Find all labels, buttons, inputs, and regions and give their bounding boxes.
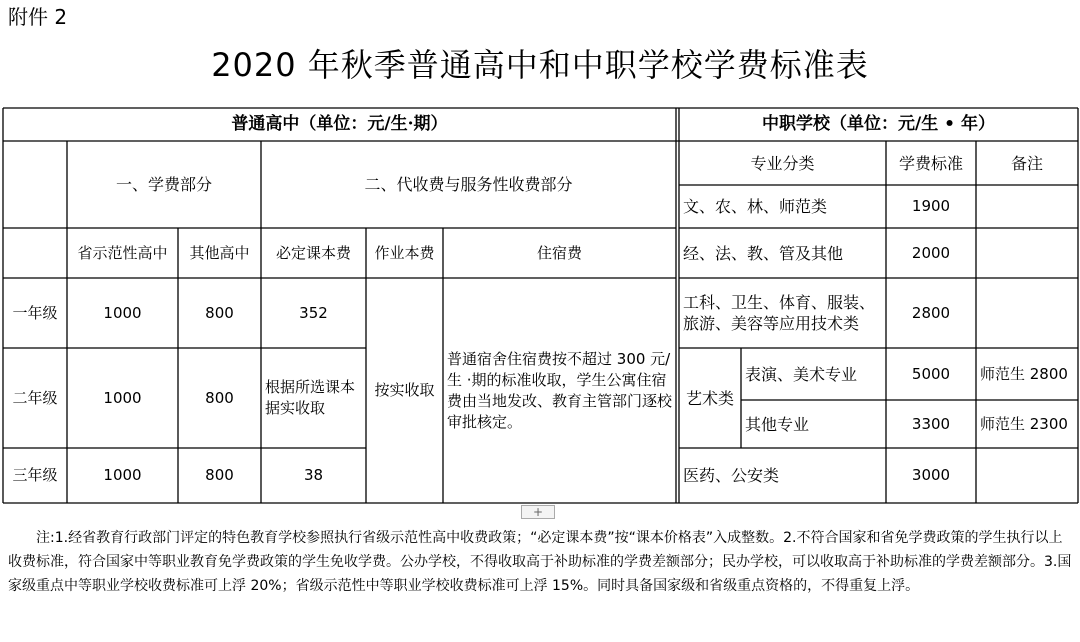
arts-group-label: 艺术类 [685,388,734,408]
major-remark [976,278,1078,348]
col-textbook-fee: 必定课本费 [275,243,351,262]
page-title: 2020 年秋季普通高中和中职学校学费标准表 [211,46,869,84]
model-school-fee: 1000 [103,303,142,322]
col-other-school: 其他高中 [189,243,250,262]
attachment-label: 附件 2 [8,5,68,29]
other-school-fee: 800 [205,466,234,484]
model-school-fee: 1000 [103,466,142,484]
textbook-fee: 根据所选课本据实收取 [265,378,356,417]
col-tuition-standard: 学费标准 [898,153,963,173]
grade-label: 三年级 [12,466,58,484]
major-category: 其他专业 [745,414,810,434]
major-fee: 3000 [911,466,951,484]
textbook-fee: 352 [299,303,328,322]
footnote: 注:1.经省教育行政部门评定的特色教育学校参照执行省级示范性高中收费政策；“必定课本费”按“课本价格表”入成整数。2.不符合国家和省免学费政策的学生执行以上收费标准，符合国家中等职业教育免学费政策的学生免收学费。公办学校，不得收取高于补助标准的学费差额部分；民办学校，可以收取高于补助标准的学费差额部分。3.国家级重点中等职业学校收费标准可上浮 20%；省级示范性中等职业学校收费标准可上浮 15%。同时具备国家级和省级重点资格的，不得重复上浮。 [8,530,1072,594]
major-category: 表演、美术专业 [745,364,858,384]
major-category: 文、农、林、师范类 [683,197,828,216]
add-row-button[interactable]: + [521,505,555,519]
service-fee-section-label: 二、代收费与服务性收费部分 [364,175,573,194]
col-remark: 备注 [1010,153,1043,173]
other-school-fee: 800 [205,388,234,407]
major-fee: 2000 [911,243,951,262]
vocational-header: 中职学校（单位：元/生 • 年） [762,114,995,134]
major-remark [976,185,1078,228]
major-category: 经、法、教、管及其他 [683,243,844,263]
high-school-header: 普通高中（单位：元/生·期） [231,114,448,134]
major-fee: 1900 [911,197,951,215]
other-school-fee: 800 [205,303,234,322]
major-category: 工科、卫生、体育、服装、旅游、美容等应用技术类 [683,293,876,333]
major-remark: 师范生 2300 [980,414,1068,433]
grade-label: 一年级 [12,303,58,322]
col-lodging-fee: 住宿费 [536,243,582,262]
homework-fee-value: 按实收取 [374,381,435,399]
major-remark [976,228,1078,278]
major-fee: 2800 [911,303,951,322]
grade-label: 二年级 [12,388,58,407]
major-fee: 5000 [911,364,951,383]
textbook-fee: 38 [303,466,324,484]
model-school-fee: 1000 [103,388,142,407]
col-model-school: 省示范性高中 [77,243,168,262]
col-major: 专业分类 [750,153,815,173]
col-homework-fee: 作业本费 [374,243,435,262]
major-remark: 师范生 2800 [980,364,1068,383]
major-fee: 3300 [911,414,951,433]
major-category: 医药、公安类 [683,466,780,485]
tuition-section-label: 一、学费部分 [115,175,212,194]
major-remark [976,448,1078,503]
lodging-fee-description: 普通宿舍住宿费按不超过 300 元/生 ·期的标准收取，学生公寓住宿费由当地发改、教育主管部门逐校审批核定。 [447,349,673,431]
